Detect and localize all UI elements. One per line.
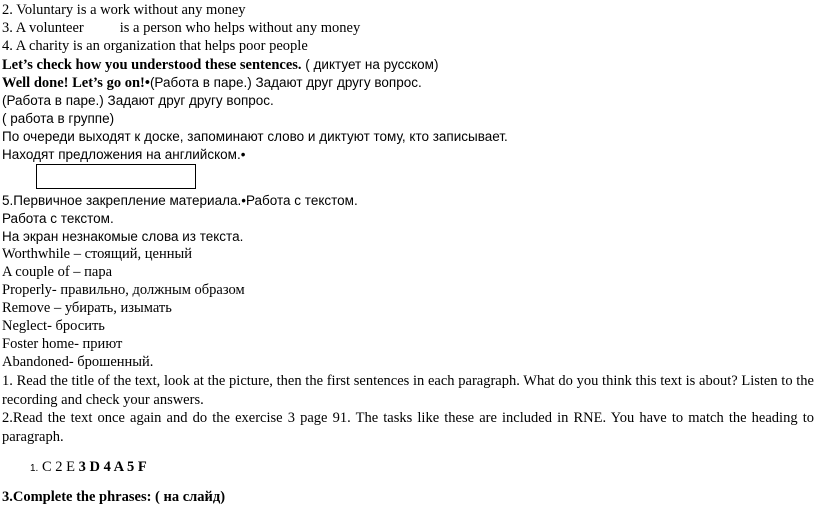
sentence-volunteer-end: is a person who helps without any money xyxy=(119,20,361,36)
task-3-line xyxy=(2,489,225,506)
answers-number: 1. xyxy=(30,463,39,474)
text-work-line: Работа с текстом. xyxy=(2,211,114,226)
check-understanding-line xyxy=(2,56,438,74)
task-2-paragraph: 2.Read the text once again and do the exercise 3 page 91. The tasks like these are included in RNE. You have to match the heading to paragraph. xyxy=(2,410,814,445)
consolidation-line xyxy=(2,192,358,209)
sentence-volunteer xyxy=(2,20,360,37)
task-1-paragraph: 1. Read the title of the text, look at the picture, then the first sentences in each paragraph. What do you think this text is about? Listen to the recording and check your answers. xyxy=(2,373,814,408)
vocab-foster-home: Foster home- приют xyxy=(2,336,123,352)
text-work-note: Работа с текстом. xyxy=(245,193,358,208)
bullet-icon: • xyxy=(240,147,246,162)
pair-work-line: (Работа в паре.) Задают друг другу вопрос. xyxy=(2,93,274,108)
find-sentences-line xyxy=(2,146,245,163)
pair-work-note: (Работа в паре.) Задают друг другу вопрос. xyxy=(149,75,422,90)
answers-line xyxy=(30,459,147,477)
vocab-couple-of: A couple of – пара xyxy=(2,264,113,280)
consolidation-text: 5.Первичное закрепление материала. xyxy=(2,193,242,208)
bullet-icon: • xyxy=(241,193,246,208)
bullet-icon: • xyxy=(144,75,150,91)
unknown-words-line: На экран незнакомые слова из текста. xyxy=(2,229,244,244)
sentence-volunteer-start: 3. A volunteer xyxy=(2,20,84,36)
sentence-voluntary: 2. Voluntary is a work without any money xyxy=(2,2,246,18)
task-3-text: 3.Complete the phrases: ( на слайд) xyxy=(2,489,226,505)
check-understanding-text: Let’s check how you understood these sentences. xyxy=(2,57,302,73)
board-dictation-line: По очереди выходят к доске, запоминают слово и диктуют тому, кто записывает. xyxy=(2,129,508,144)
well-done-line xyxy=(2,74,422,92)
empty-text-box xyxy=(36,164,196,189)
vocab-neglect: Neglect- бросить xyxy=(2,318,105,334)
vocab-worthwhile: Worthwhile – стоящий, ценный xyxy=(2,246,192,262)
vocab-properly: Properly- правильно, должным образом xyxy=(2,282,245,298)
vocab-abandoned: Abandoned- брошенный. xyxy=(2,354,154,370)
well-done-text: Well done! Let’s go on! xyxy=(2,75,145,91)
dictate-russian-note: ( диктует на русском) xyxy=(301,57,439,72)
answers-bold: 3 D 4 A 5 F xyxy=(78,459,147,475)
vocab-remove: Remove – убирать, изымать xyxy=(2,300,172,316)
group-work-line: ( работа в группе) xyxy=(2,111,115,126)
sentence-charity: 4. A charity is an organization that helps poor people xyxy=(2,38,308,54)
answers-plain: C 2 E xyxy=(38,459,79,475)
find-sentences-text: Находят предложения на английском. xyxy=(2,147,241,162)
